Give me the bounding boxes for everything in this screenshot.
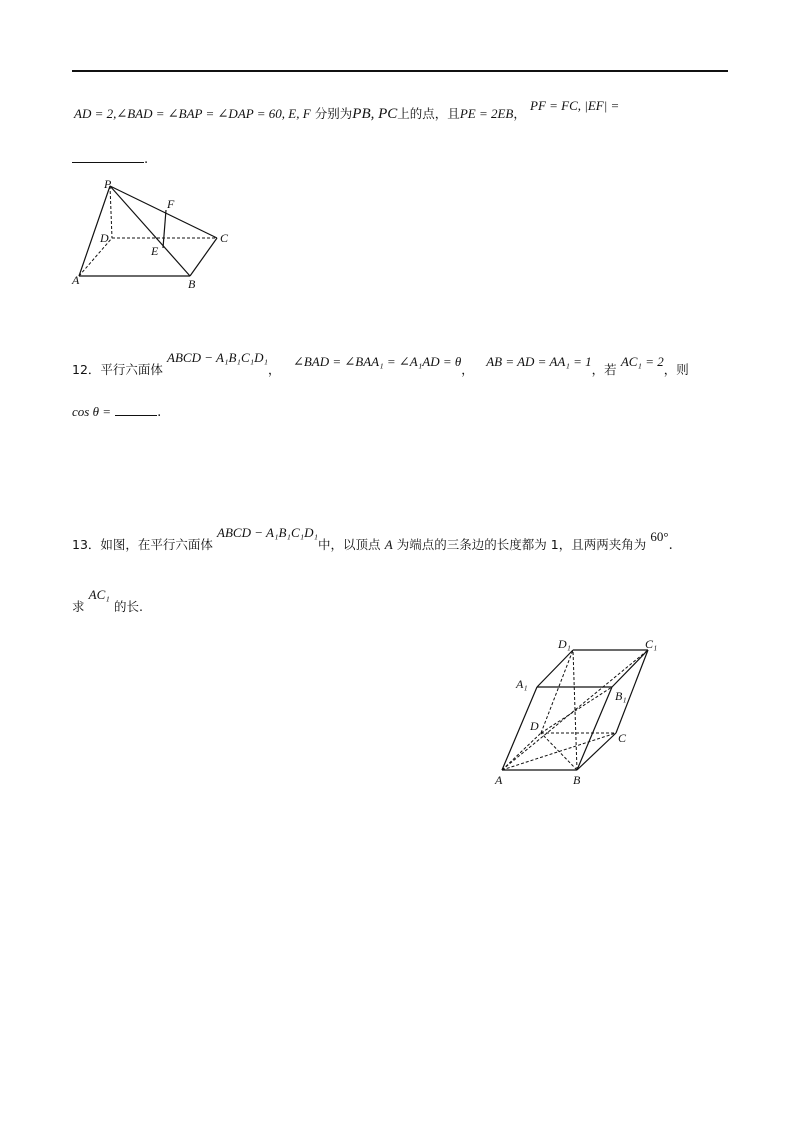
problem-13-line-1 xyxy=(72,525,673,553)
p13-text1: 中，以顶点 xyxy=(318,537,381,552)
p11-vector-pf: PF = FC, |EF| = xyxy=(530,98,620,113)
edge-b-b1 xyxy=(577,687,612,770)
edge-pc xyxy=(110,186,217,238)
edge-bc xyxy=(190,238,217,276)
segment-ef xyxy=(163,210,166,248)
p12-period: . xyxy=(157,405,162,420)
p13-angle: 60° xyxy=(650,529,669,544)
p12-sep2: ， xyxy=(461,362,474,377)
edge-b1-c1 xyxy=(612,650,648,687)
p11-text-shang: 上的点，且 xyxy=(397,106,460,121)
p12-solid: ABCD − A₁B₁C₁D₁ xyxy=(167,350,269,365)
p12-cos: cos θ = xyxy=(72,404,111,419)
p12-condition: AC₁ = 2 xyxy=(620,354,664,369)
figure-pyramid xyxy=(70,178,240,293)
p12-tail: ，则 xyxy=(663,362,689,377)
figure-parallelepiped xyxy=(490,630,670,790)
label-a1: A₁ xyxy=(516,677,528,691)
p13-number: 13．如图，在平行六面体 xyxy=(72,537,213,552)
label-c1: C₁ xyxy=(645,637,658,651)
edge-a-d xyxy=(502,733,541,770)
p11-segments: PB, PC xyxy=(352,106,398,122)
p12-angles: ∠BAD = ∠BAA₁ = ∠A₁AD = θ xyxy=(292,354,462,369)
edge-a1-d1 xyxy=(537,650,573,687)
p11-given: AD = 2,∠BAD = ∠BAP = ∠DAP = 60 xyxy=(74,106,282,121)
header-rule xyxy=(72,70,728,72)
p13-text2: 为端点的三条边的长度都为 1，且两两夹角为 xyxy=(396,537,647,552)
label-d: D xyxy=(530,719,539,733)
label-b: B xyxy=(573,773,581,787)
label-f: F xyxy=(167,197,175,211)
edge-b-c xyxy=(577,733,616,770)
label-p: P xyxy=(104,177,112,191)
p11-text-fenbie: 分别为 xyxy=(314,106,353,121)
label-b: B xyxy=(188,277,196,291)
label-d1: D₁ xyxy=(558,637,571,651)
label-a: A xyxy=(72,273,80,287)
p11-period: . xyxy=(144,152,149,167)
p12-sep1: ， xyxy=(268,362,281,377)
edge-d-d1 xyxy=(541,650,573,733)
p12-sep3: ，若 xyxy=(591,362,617,377)
p11-comma: ， xyxy=(513,106,526,121)
diag-d-b1 xyxy=(541,687,612,733)
p13-vertex: A xyxy=(384,537,393,552)
problem-13-line-2 xyxy=(72,587,143,615)
edge-pb xyxy=(110,186,190,276)
p13-qiu: 求 xyxy=(72,599,85,614)
problem-12-line-1 xyxy=(72,350,689,378)
p13-len: 的长. xyxy=(113,599,143,614)
label-a: A xyxy=(495,773,503,787)
label-d: D xyxy=(100,231,109,245)
diag-b-d xyxy=(541,733,577,770)
p12-lengths: AB = AD = AA₁ = 1 xyxy=(486,354,592,369)
edge-pd xyxy=(110,186,112,238)
problem-11-line-2 xyxy=(72,152,148,167)
p13-period: . xyxy=(668,538,673,553)
p13-solid: ABCD − A₁B₁C₁D₁ xyxy=(217,525,319,540)
label-e: E xyxy=(151,244,159,258)
answer-blank-12 xyxy=(115,415,157,416)
problem-11-line-1 xyxy=(74,98,620,123)
p11-points: , E, F xyxy=(281,106,311,121)
label-c: C xyxy=(220,231,229,245)
p13-ac1: AC₁ xyxy=(88,587,110,602)
p11-vector-pe: PE = 2EB xyxy=(459,106,514,121)
p12-number: 12．平行六面体 xyxy=(72,362,163,377)
problem-12-line-2 xyxy=(72,404,161,420)
label-b1: B₁ xyxy=(615,689,627,703)
answer-blank-11 xyxy=(72,162,144,163)
label-c: C xyxy=(618,731,627,745)
